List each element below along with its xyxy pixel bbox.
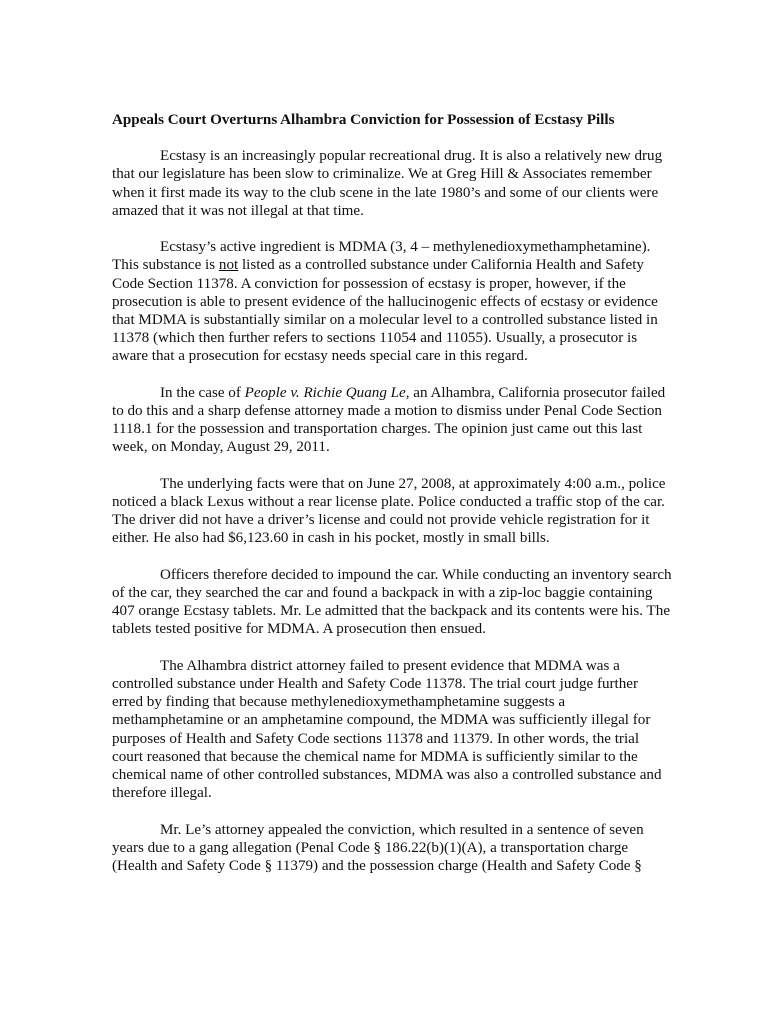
paragraph-2-text-a: Ecstasy’s active ingredient is MDMA (3, 4 – methylenedioxymethamphetamine). This substance is bbox=[112, 239, 651, 274]
paragraph-7: Mr. Le’s attorney appealed the conviction, which resulted in a sentence of seven years due to a gang allegation (Penal Code § 186.22(b)(1)(A), a transportation charge (Health and Safety Code § 11379) and the possession charge (Health and Safety Code § bbox=[112, 821, 644, 875]
paragraph-3-text-b: , an Alhambra, California prosecutor failed to do this and a sharp defense attorney made a motion to dismiss under Penal Code Section 1118.1 for the possession and transportation charges. The opinion just came out this last week, on Monday, August 29, 2011. bbox=[112, 384, 666, 456]
paragraph-3-text-a: In the case of bbox=[160, 384, 245, 401]
paragraph-1: Ecstasy is an increasingly popular recreational drug. It is also a relatively new drug that our legislature has been slow to criminalize. We at Greg Hill & Associates remember when it first made its way to the club scene in the late 1980’s and some of our clients were amazed that it was not illegal at that time. bbox=[112, 148, 663, 219]
paragraph-2-text-b: listed as a controlled substance under California Health and Safety Code Section 11378. A conviction for possession of ecstasy is proper, however, if the prosecution is able to present evidence of the hallucinogenic effects of ecstasy or evidence that MDMA is substantially similar on a molecular level to a controlled substance listed in 11378 (which then further refers to sections 11054 and 11055). Usually, a prosecutor is aware that a prosecution for ecstasy needs special care in this regard. bbox=[112, 257, 658, 365]
paragraph-2 bbox=[112, 238, 672, 365]
underlined-not: not bbox=[218, 257, 239, 274]
paragraph-4: The underlying facts were that on June 27, 2008, at approximately 4:00 a.m., police noticed a black Lexus without a rear license plate. Police conducted a traffic stop of the car. The driver did not have a driver’s license and could not provide vehicle registration for it either. He also had $6,123.60 in cash in his pocket, mostly in small bills. bbox=[112, 475, 666, 547]
paragraph-6: The Alhambra district attorney failed to present evidence that MDMA was a controlled substance under Health and Safety Code 11378. The trial court judge further erred by finding that because methylenedioxymethamphetamine suggests a methamphetamine or an amphetamine compound, the MDMA was sufficiently illegal for purposes of Health and Safety Code sections 11378 and 11379. In other words, the trial court reasoned that because the chemical name for MDMA is sufficiently similar to the chemical name of other controlled substances, MDMA was also a controlled substance and therefore illegal. bbox=[112, 657, 662, 802]
paragraph-3 bbox=[112, 384, 672, 457]
article-title: Appeals Court Overturns Alhambra Conviction for Possession of Ecstasy Pills bbox=[112, 112, 615, 128]
case-name: People v. Richie Quang Le bbox=[244, 384, 406, 401]
paragraph-5: Officers therefore decided to impound the car. While conducting an inventory search of the car, they searched the car and found a backpack in with a zip-loc baggie containing 407 orange Ecstasy tablets. Mr. Le admitted that the backpack and its contents were his. The tablets tested positive for MDMA. A prosecution then ensued. bbox=[112, 566, 672, 638]
document-body bbox=[112, 111, 672, 893]
